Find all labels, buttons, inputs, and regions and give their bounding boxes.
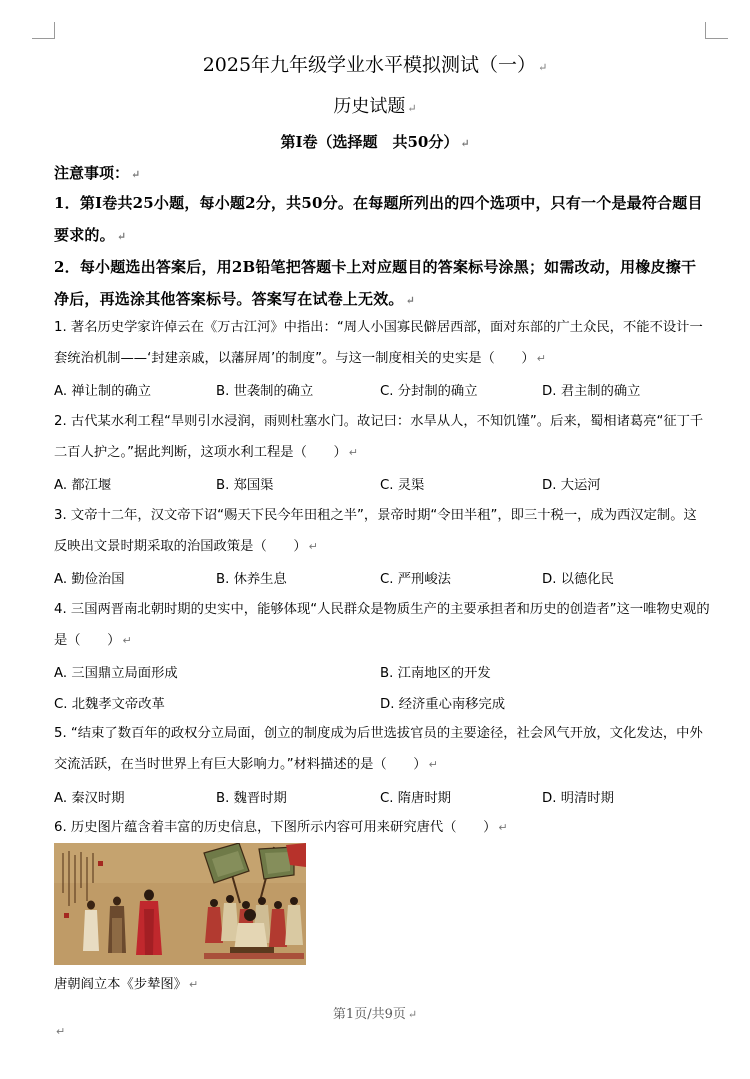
option-d[interactable]: D. 明清时期 [542,791,614,806]
option-c[interactable]: C. 严刑峻法 [380,572,451,587]
option-c[interactable]: C. 隋唐时期 [380,791,451,806]
option-c[interactable]: C. 北魏孝文帝改革 [54,697,165,712]
option-b[interactable]: B. 世袭制的确立 [216,384,314,399]
question-2-options [54,474,714,498]
question-4-options-row-2 [54,693,714,717]
exam-title: 2025年九年级学业水平模拟测试（一） ↵ [202,54,548,76]
page-corner-mark-right [705,22,728,39]
option-b[interactable]: B. 魏晋时期 [216,791,287,806]
option-a[interactable]: A. 勤俭治国 [54,572,125,587]
question-1-options [54,380,714,404]
question-6-stem: 6. 历史图片蕴含着丰富的历史信息，下图所示内容可用来研究唐代（ ） ↵ [54,820,508,835]
option-a[interactable]: A. 秦汉时期 [54,791,125,806]
option-d[interactable]: D. 君主制的确立 [542,384,641,399]
option-b[interactable]: B. 郑国渠 [216,478,274,493]
question-2-stem: 2. 古代某水利工程“旱则引水浸润，雨则杜塞水门。故记曰：水旱从人，不知饥馑”。后来，蜀相诸葛亮“征丁千二百人护之。”据此判断，这项水利工程是（ ） ↵ [54,414,704,460]
option-b[interactable]: B. 休养生息 [216,572,287,587]
option-d[interactable]: D. 大运河 [542,478,601,493]
question-4-options-row-1 [54,662,714,686]
painting-caption: 唐朝阎立本《步辇图》 ↵ [54,977,199,992]
page-footer: 第1页/共9页 ↵ [332,1007,418,1022]
page-corner-mark-left [32,22,55,39]
option-d[interactable]: D. 以德化民 [542,572,614,587]
option-c[interactable]: C. 灵渠 [380,478,425,493]
question-5-options [54,787,714,811]
question-3-options [54,568,714,592]
notice-rule-2: 2．每小题选出答案后，用2B铅笔把答题卡上对应题目的答案标号涂黑；如需改动，用橡皮擦干净后，再选涂其他答案标号。答案写在试卷上无效。 ↵ [54,258,697,308]
section-heading: 第Ⅰ卷（选择题 共50分） ↵ [280,133,470,151]
option-a[interactable]: A. 三国鼎立局面形成 [54,666,178,681]
notice-rule-1: 1．第Ⅰ卷共25小题，每小题2分，共50分。在每题所列出的四个选项中，只有一个是最符合题目要求的。 ↵ [54,194,703,244]
subject-title: 历史试题 ↵ [333,96,417,117]
question-1-stem: 1. 著名历史学家许倬云在《万古江河》中指出：“周人小国寡民僻居西部，面对东部的广土众民，不能不设计一套统治机制——‘封建亲戚，以藩屏周’的制度”。与这一制度相关的史实是（ ） ↵ [54,320,703,366]
option-b[interactable]: B. 江南地区的开发 [380,666,491,681]
option-d[interactable]: D. 经济重心南移完成 [380,697,506,712]
option-a[interactable]: A. 都江堰 [54,478,112,493]
notice-heading: 注意事项： ↵ [54,164,141,182]
question-5-stem: 5. “结束了数百年的政权分立局面，创立的制度成为后世选拔官员的主要途径，社会风气开放，文化发达，中外交流活跃，在当时世界上有巨大影响力。”材料描述的是（ ） ↵ [54,726,703,772]
question-3-stem: 3. 文帝十二年，汉文帝下诏“赐天下民今年田租之半”，景帝时期“令田半租”，即三十税一，成为西汉定制。这反映出文景时期采取的治国政策是（ ） ↵ [54,508,697,554]
bunian-painting-image [54,843,306,965]
paragraph-mark: ↵ [56,1025,66,1038]
painting-illustration [54,843,306,965]
question-4-stem: 4. 三国两晋南北朝时期的史实中，能够体现“人民群众是物质生产的主要承担者和历史的创造者”这一唯物史观的是（ ） ↵ [54,602,710,648]
option-c[interactable]: C. 分封制的确立 [380,384,478,399]
option-a[interactable]: A. 禅让制的确立 [54,384,152,399]
